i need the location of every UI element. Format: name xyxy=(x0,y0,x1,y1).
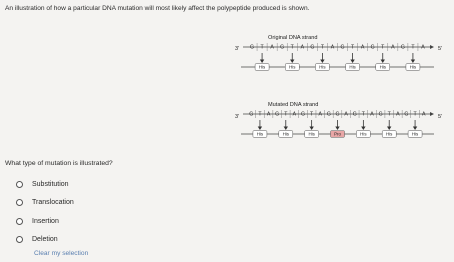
base-a: A xyxy=(391,44,395,51)
base-t: T xyxy=(310,111,314,118)
base-g: G xyxy=(310,44,315,51)
original-3-prime-label: 3' xyxy=(235,46,240,52)
option-label: Deletion xyxy=(32,236,58,244)
base-a: A xyxy=(266,111,271,118)
arrow-down-icon xyxy=(387,127,391,131)
base-t: T xyxy=(260,44,264,51)
base-g: G xyxy=(249,111,254,118)
amino-acid-label: His xyxy=(319,64,326,70)
amino-acid-label: His xyxy=(349,64,356,70)
amino-acid-label: His xyxy=(289,64,296,70)
amino-acid-label: His xyxy=(409,64,417,70)
base-g: G xyxy=(400,44,405,51)
arrow-down-icon xyxy=(335,127,339,131)
dna-mutation-figure xyxy=(234,34,454,146)
base-a: A xyxy=(421,111,426,118)
amino-acid-label: His xyxy=(379,64,386,70)
original-5-prime-label: 5' xyxy=(438,46,443,52)
base-a: A xyxy=(370,111,374,118)
arrow-down-icon xyxy=(284,127,288,131)
amino-acid-label: Pro xyxy=(334,131,341,137)
option-label: Translocation xyxy=(32,199,74,207)
base-t: T xyxy=(361,111,365,118)
base-a: A xyxy=(344,111,348,118)
answer-options xyxy=(16,175,74,249)
base-t: T xyxy=(258,111,262,118)
arrow-down-icon xyxy=(413,127,417,131)
amino-acid-label: His xyxy=(360,131,367,137)
base-a: A xyxy=(318,111,322,118)
arrow-down-icon xyxy=(381,60,385,64)
radio-substitution[interactable] xyxy=(16,181,23,188)
base-t: T xyxy=(411,44,415,51)
base-g: G xyxy=(280,44,285,51)
amino-acid-label: His xyxy=(256,131,264,137)
amino-acid-label: His xyxy=(411,131,419,137)
radio-translocation[interactable] xyxy=(16,199,23,206)
base-a: A xyxy=(396,111,400,118)
question-text: What type of mutation is illustrated? xyxy=(5,160,113,167)
base-g: G xyxy=(378,111,383,118)
base-t: T xyxy=(381,44,385,51)
mutated-strand-arrowhead xyxy=(430,112,434,116)
base-t: T xyxy=(413,111,417,118)
arrow-down-icon xyxy=(258,127,262,131)
base-a: A xyxy=(360,44,365,51)
arrow-down-icon xyxy=(260,60,264,64)
base-a: A xyxy=(300,44,305,51)
option-translocation[interactable] xyxy=(16,194,74,213)
amino-acid-label: His xyxy=(282,131,289,137)
arrow-down-icon xyxy=(320,60,324,64)
base-a: A xyxy=(421,44,425,51)
arrow-down-icon xyxy=(350,60,354,64)
base-g: G xyxy=(301,111,306,118)
arrow-down-icon xyxy=(309,127,313,131)
arrow-down-icon xyxy=(290,60,294,64)
radio-insertion[interactable] xyxy=(16,218,23,225)
base-t: T xyxy=(387,111,391,118)
original-strand-arrowhead xyxy=(430,45,434,49)
option-label: Insertion xyxy=(32,217,59,225)
mutated-3-prime-label: 3' xyxy=(235,114,240,120)
arrow-down-icon xyxy=(361,127,365,131)
base-g: G xyxy=(275,111,280,118)
original-strand-label: Original DNA strand xyxy=(268,35,318,41)
arrow-down-icon xyxy=(411,60,415,64)
option-deletion[interactable] xyxy=(16,231,74,250)
option-substitution[interactable] xyxy=(16,175,74,194)
base-t: T xyxy=(350,44,355,51)
base-a: A xyxy=(270,44,274,51)
base-g: G xyxy=(404,111,409,118)
mutated-strand-label: Mutated DNA strand xyxy=(268,102,319,108)
amino-acid-label: His xyxy=(258,64,266,70)
base-t: T xyxy=(284,111,288,118)
radio-deletion[interactable] xyxy=(16,236,23,243)
base-t: T xyxy=(290,44,294,51)
mutated-5-prime-label: 5' xyxy=(438,114,443,120)
base-a: A xyxy=(330,44,335,51)
base-g: G xyxy=(335,111,340,118)
amino-acid-label: His xyxy=(308,131,315,137)
base-g: G xyxy=(250,44,255,51)
option-label: Substitution xyxy=(32,180,69,188)
base-g: G xyxy=(340,44,345,51)
amino-acid-label: His xyxy=(386,131,393,137)
intro-text: An illustration of how a particular DNA mutation will most likely affect the polypeptide produced is shown. xyxy=(5,5,310,12)
base-g: G xyxy=(352,111,357,118)
base-a: A xyxy=(292,111,297,118)
base-g: G xyxy=(370,44,375,51)
option-insertion[interactable] xyxy=(16,212,74,231)
base-g: G xyxy=(326,111,331,118)
clear-selection-link[interactable]: Clear my selection xyxy=(34,250,89,257)
base-t: T xyxy=(320,44,325,51)
